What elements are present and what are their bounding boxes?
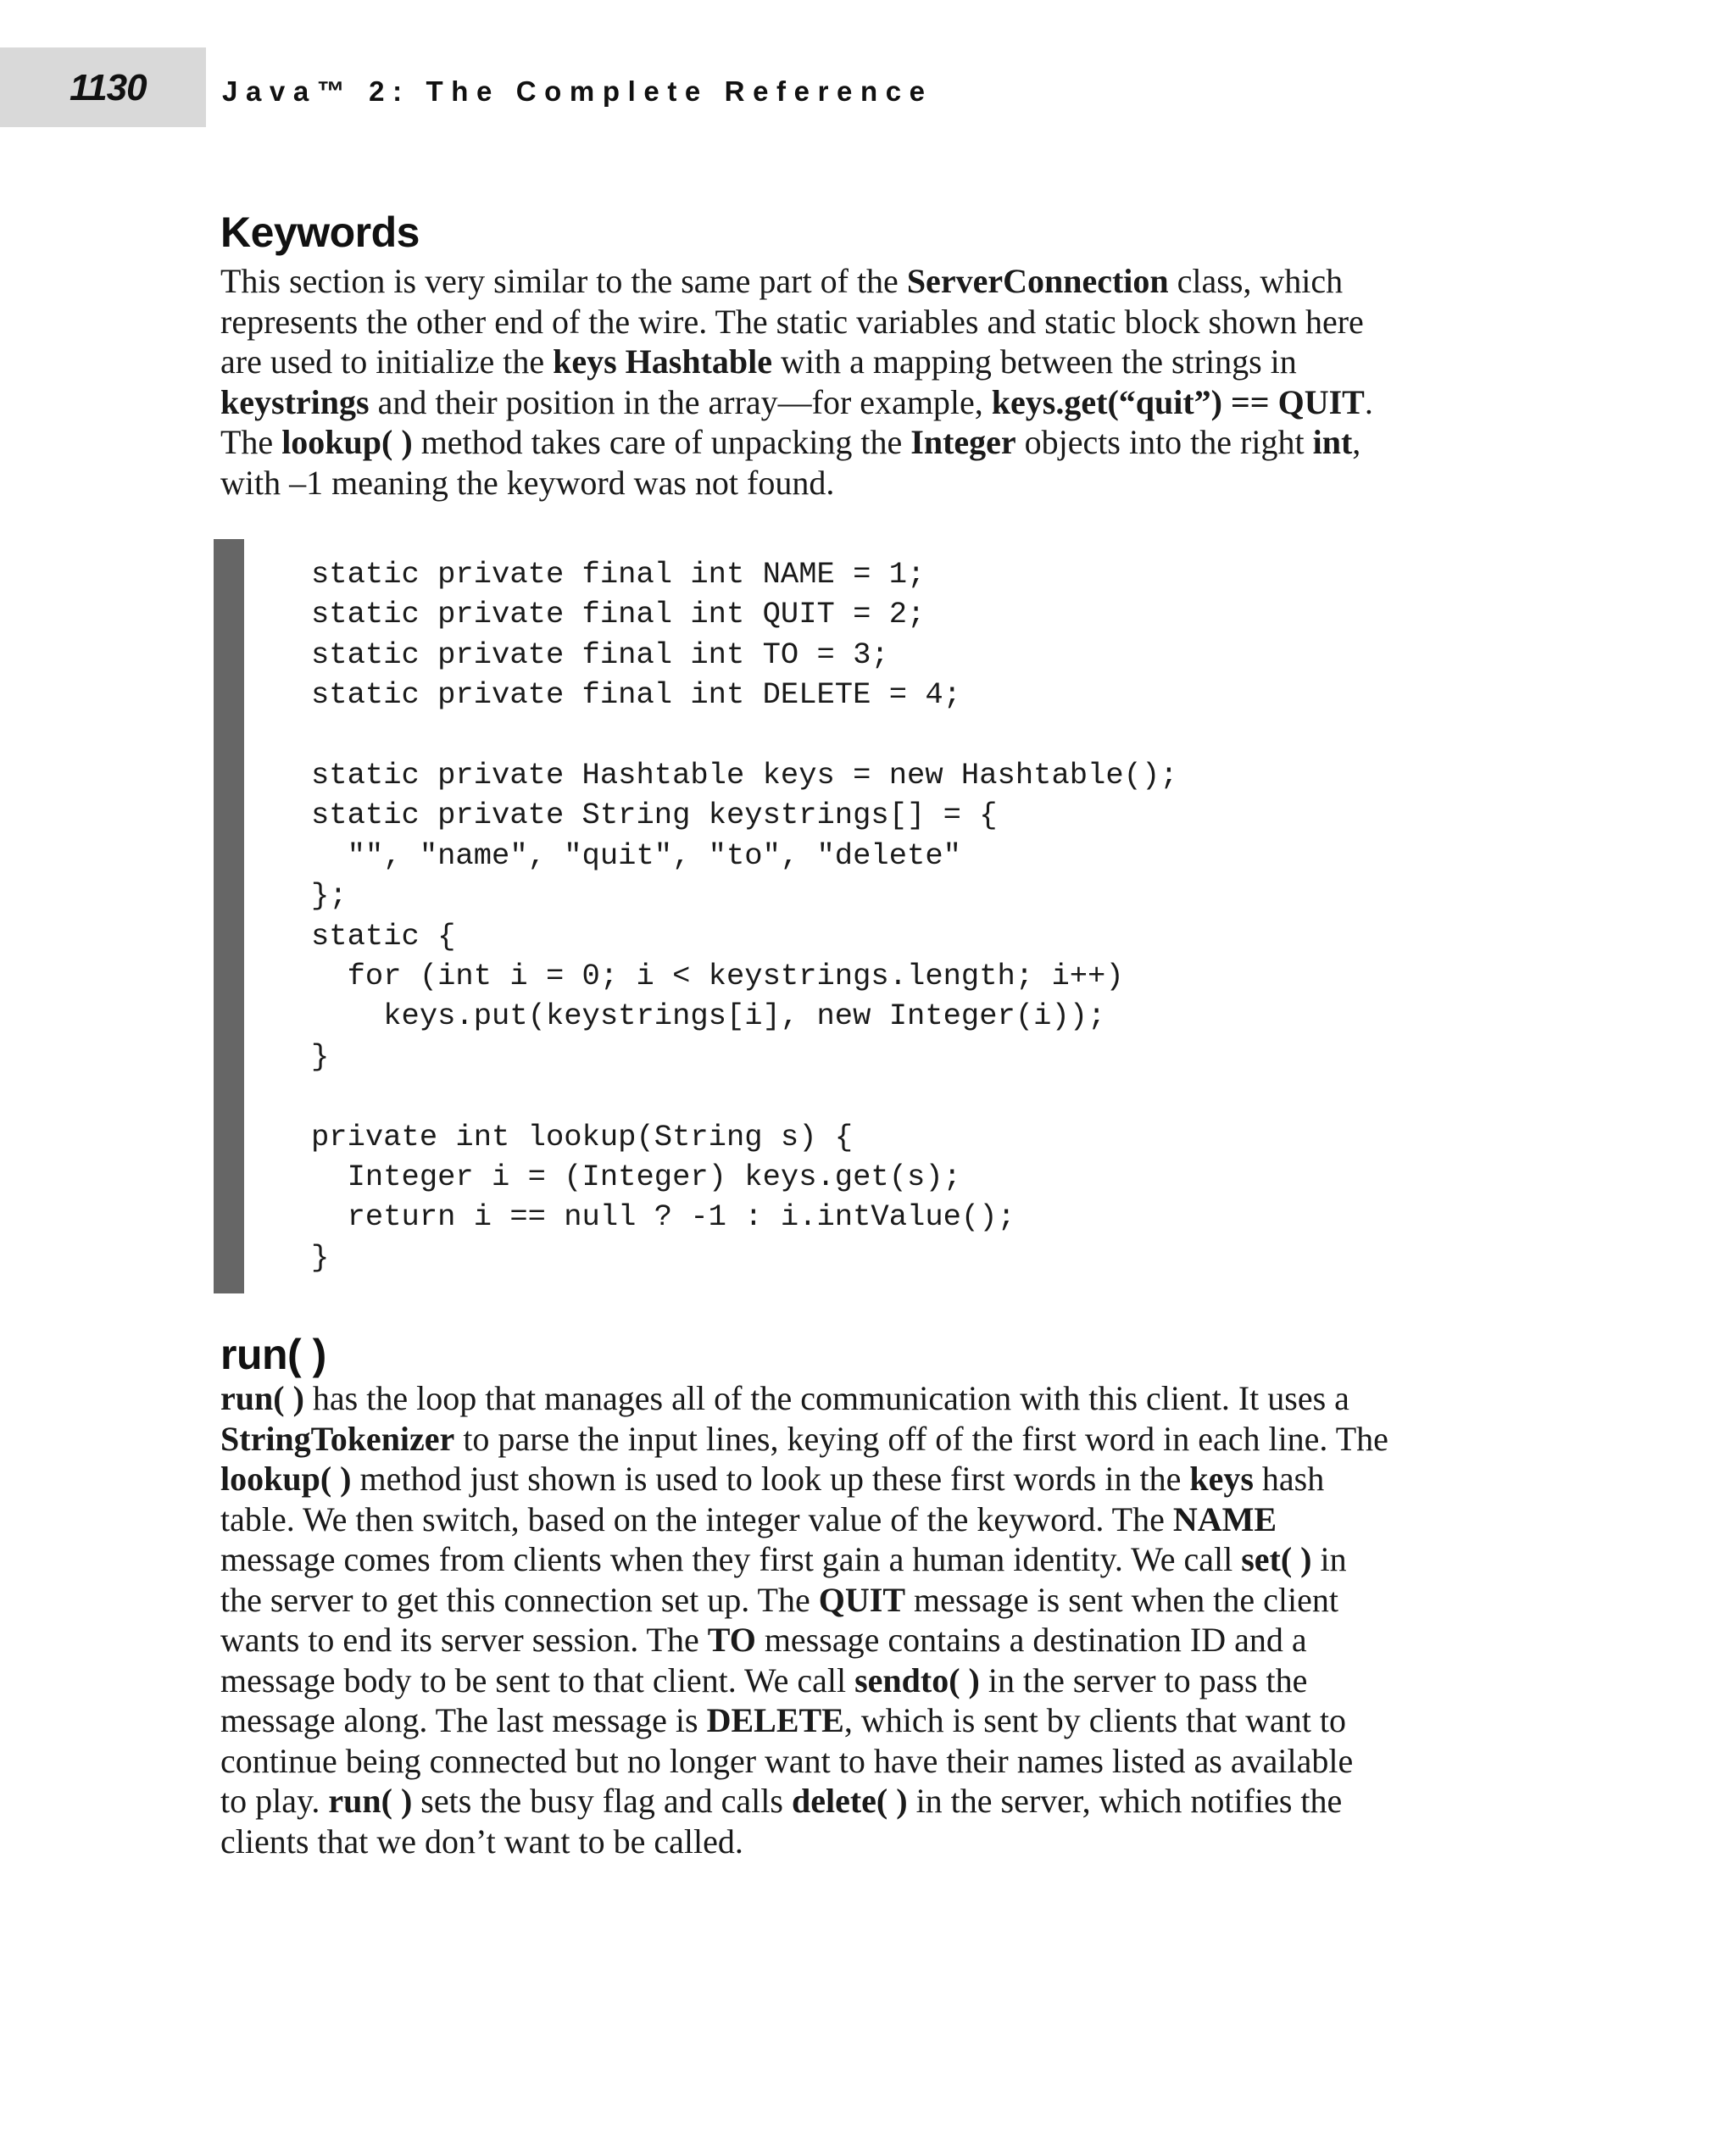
code-line: private int lookup(String s) { [311,1119,854,1154]
keywords-paragraph [220,261,1543,503]
text-run: with –1 meaning the keyword was not found. [220,463,835,502]
bold-term: lookup( ) [220,1460,352,1498]
paragraph-line [220,1822,1543,1862]
bold-term: run( ) [328,1782,413,1820]
paragraph-line [220,342,1543,382]
section-heading-keywords: Keywords [220,209,420,256]
bold-term: int [1312,423,1353,461]
bold-term: StringTokenizer [220,1419,455,1458]
bold-term: keys Hashtable [553,342,773,381]
text-run: hash [1253,1460,1325,1498]
code-line: keys.put(keystrings[i], new Integer(i)); [311,998,1106,1034]
paragraph-line [220,1700,1543,1741]
text-run: This section is very similar to the same part of the [220,262,907,300]
code-line [311,1076,1178,1116]
text-run: to parse the input lines, keying off of the first word in each line. The [454,1419,1388,1458]
text-run: message is sent when the client [905,1580,1338,1619]
paragraph-line [220,463,1543,503]
paragraph-line [220,302,1543,342]
text-run: method takes care of unpacking the [412,423,911,461]
paragraph-line [220,422,1543,463]
page-number: 1130 [70,67,147,108]
text-run: sets the busy flag and calls [412,1782,792,1820]
text-run: , [1352,423,1361,461]
text-run: in the server, which notifies the [907,1782,1343,1820]
paragraph-line [220,1741,1543,1782]
code-line: static private final int NAME = 1; [311,557,926,592]
code-line: } [311,1239,330,1275]
text-run: message body to be sent to that client. We call [220,1660,855,1699]
running-title: Java™ 2: The Complete Reference [222,75,933,107]
paragraph-line [220,1539,1543,1580]
text-run: in [1311,1540,1347,1578]
text-run: in the server to pass the [979,1660,1308,1699]
code-line [311,715,1178,755]
paragraph-line [220,1499,1543,1540]
code-line: static private final int DELETE = 4; [311,677,961,713]
text-run: table. We then switch, based on the integer value of the keyword. The [220,1499,1173,1538]
code-line: static { [311,918,456,954]
section-heading-run: run( ) [220,1331,326,1378]
code-line: }; [311,878,348,914]
text-run: message contains a destination ID and a [755,1621,1307,1659]
text-run: represents the other end of the wire. The static variables and static block shown here [220,302,1364,341]
text-run: are used to initialize the [220,342,554,381]
code-line: static private Hashtable keys = new Hashtable(); [311,758,1178,793]
bold-term: sendto( ) [854,1660,980,1699]
bold-term: delete( ) [791,1782,908,1820]
bold-term: ServerConnection [906,262,1169,300]
bold-term: NAME [1172,1499,1277,1538]
paragraph-line [220,1580,1543,1621]
bold-term: run( ) [220,1379,304,1417]
code-line: Integer i = (Integer) keys.get(s); [311,1160,961,1195]
code-listing-bar [214,539,244,1293]
text-run: wants to end its server session. The [220,1621,708,1659]
bold-term: Integer [910,423,1016,461]
paragraph-line [220,1378,1543,1419]
bold-term: keys [1189,1460,1254,1498]
text-run: class, which [1168,262,1344,300]
text-run: continue being connected but no longer want to have their names listed as available [220,1741,1354,1780]
text-run: and their position in the array—for example, [369,382,992,421]
code-line: } [311,1038,330,1074]
text-run: message along. The last message is [220,1701,707,1739]
text-run: , which is sent by clients that want to [843,1701,1347,1739]
bold-term: set( ) [1241,1540,1312,1578]
text-run: method just shown is used to look up these first words in the [351,1460,1190,1498]
text-run: clients that we don’t want to be called. [220,1822,743,1861]
code-line: "", "name", "quit", "to", "delete" [311,837,961,873]
code-listing [311,554,1178,1277]
bold-term: keystrings [220,382,370,421]
code-line: for (int i = 0; i < keystrings.length; i++) [311,959,1124,994]
bold-term: QUIT [818,1580,905,1619]
text-run: to play. [220,1782,329,1820]
code-line: static private String keystrings[] = { [311,798,998,833]
paragraph-line [220,1419,1543,1460]
paragraph-line [220,261,1543,302]
run-paragraph [220,1378,1543,1861]
code-line: static private final int TO = 3; [311,637,889,672]
code-line: return i == null ? -1 : i.intValue(); [311,1199,1015,1235]
paragraph-line [220,1620,1543,1660]
text-run: has the loop that manages all of the communication with this client. It uses a [303,1379,1349,1417]
bold-term: TO [707,1621,756,1659]
text-run: The [220,423,282,461]
paragraph-line [220,1459,1543,1499]
text-run: . [1364,382,1373,421]
text-run: with a mapping between the strings in [772,342,1297,381]
bold-term: DELETE [706,1701,844,1739]
paragraph-line [220,1781,1543,1822]
text-run: objects into the right [1015,423,1313,461]
text-run: message comes from clients when they first gain a human identity. We call [220,1540,1242,1578]
bold-term: keys.get(“quit”) == QUIT [991,382,1365,421]
bold-term: lookup( ) [281,423,413,461]
code-line: static private final int QUIT = 2; [311,597,926,632]
text-run: the server to get this connection set up. The [220,1580,819,1619]
paragraph-line [220,382,1543,423]
paragraph-line [220,1660,1543,1701]
